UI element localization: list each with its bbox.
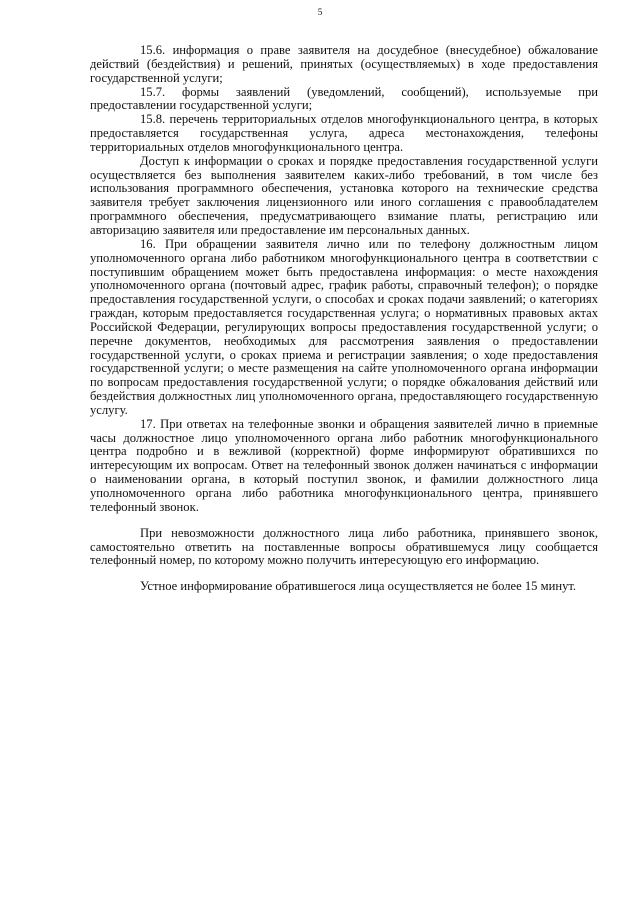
document-body bbox=[90, 44, 598, 594]
paragraph-duration: Устное информирование обратившегося лица осуществляется не более 15 минут. bbox=[140, 579, 577, 594]
paragraph-17: 17. При ответах на телефонные звонки и обращения заявителей лично в приемные часы должностное лицо уполномоченного органа либо работник многофункционального центра подробно и в вежливой (корректной) форме информируют обратившихся по интересующим их вопросам. Ответ на телефонный звонок должен начинаться с информации о наименовании органа, в который поступил звонок, и фамилии должностного лица уполномоченного органа либо работника многофункционального центра, принявшего телефонный звонок. bbox=[90, 416, 598, 514]
page-number: 5 bbox=[317, 7, 323, 17]
paragraph-15-6: 15.6. информация о праве заявителя на досудебное (внесудебное) обжалование действий (бездействия) и решений, принятых (осуществляемых) в ходе предоставления государственной услуги; bbox=[90, 43, 598, 85]
paragraph-phone-number: При невозможности должностного лица либо работника, принявшего звонок, самостоятельно ответить на поставленные вопросы обратившемуся лицу сообщается телефонный номер, по которому можно получить интересующую его информацию. bbox=[90, 525, 598, 568]
paragraph-15-7: 15.7. формы заявлений (уведомлений, сообщений), используемые при предоставлении государственной услуги; bbox=[90, 84, 598, 113]
paragraph-access-info: Доступ к информации о сроках и порядке предоставления государственной услуги осуществляется без выполнения заявителем каких-либо требований, в том числе без использования программного обеспечения, установка которого на технические средства заявителя требует заключения лицензионного или иного соглашения с правообладателем программного обеспечения, предусматривающего взимание платы, регистрацию или авторизацию заявителя или предоставление им персональных данных. bbox=[90, 153, 598, 237]
paragraph-16: 16. При обращении заявителя лично или по телефону должностным лицом уполномоченного органа либо работником многофункционального центра в соответствии с поступившим обращением может быть предоставлена информация: о месте нахождения уполномоченного органа (почтовый адрес, график работы, справочный телефон); о порядке предоставления государственной услуги, о способах и сроках подачи заявлений; о категориях граждан, которым предоставляется государственная услуга; о нормативных правовых актах Российской Федерации, регулирующих вопросы предоставления государственной услуги; о перечне документов, необходимых для рассмотрения заявления о предоставлении государственной услуги, о сроках приема и регистрации заявления; о ходе предоставления государственной услуги; о месте размещения на сайте уполномоченного органа информации по вопросам предоставления государственной услуги; о порядке обжалования действий или бездействия должностных лиц уполномоченного органа, предоставляющего государственную услугу. bbox=[90, 236, 598, 417]
paragraph-15-8: 15.8. перечень территориальных отделов многофункционального центра, в которых предоставляется государственная услуга, адреса местонахождения, телефоны территориальных отделов многофункционального центра. bbox=[90, 112, 598, 154]
